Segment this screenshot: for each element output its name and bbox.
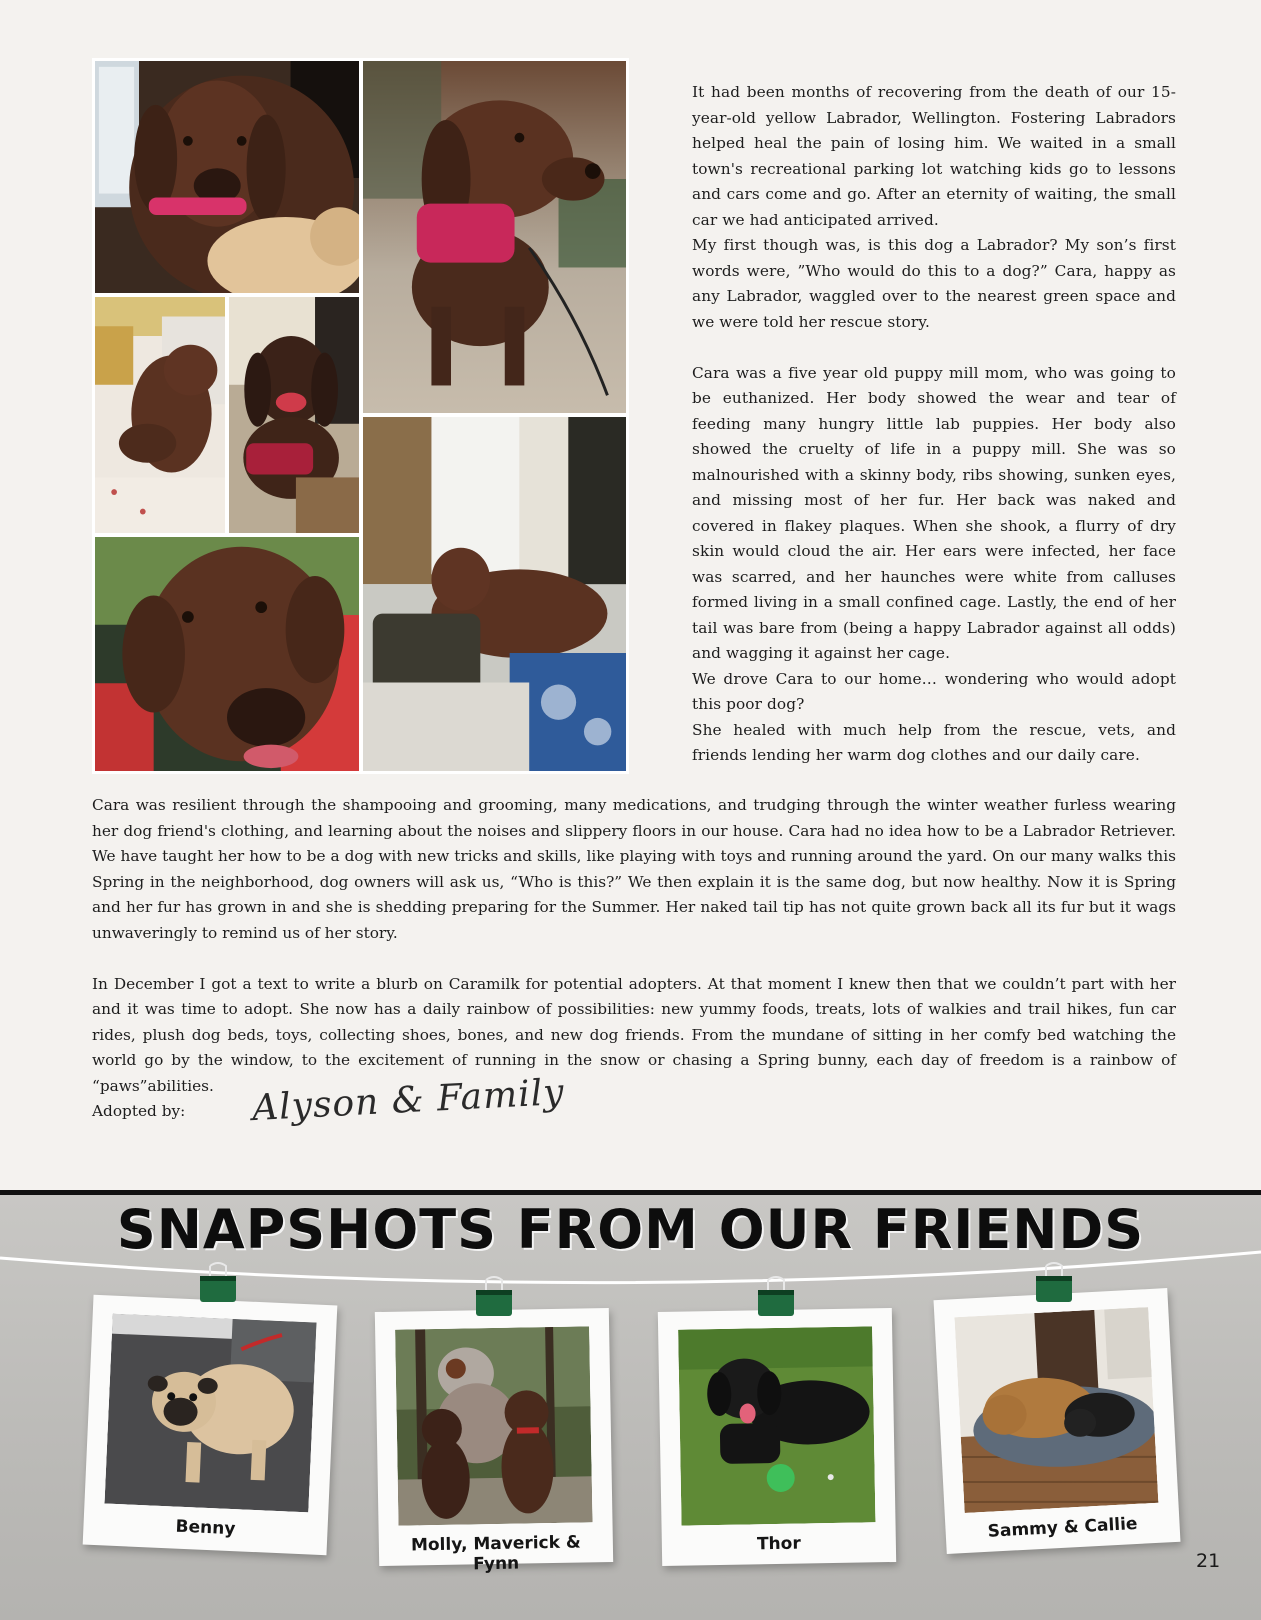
polaroid-sammy-callie (934, 1288, 1181, 1554)
collage-photo-bed (92, 294, 228, 536)
story-paragraph: My first though was, is this dog a Labrador? My son’s first words were, ”Who would do this to a dog?” Cara, happy as any Labrador, waggled over to the nearest green space and we were told her rescue story. (692, 236, 1176, 331)
story-paragraph: We drove Cara to our home… wondering who would adopt this poor dog? (692, 669, 1176, 713)
story-paragraph: She healed with much help from the rescue, vets, and friends lending her warm dog clothes and our daily care. (692, 720, 1176, 764)
polaroid-photo (395, 1326, 592, 1525)
polaroid-caption: Molly, Maverick & Fynn (410, 1532, 581, 1575)
polaroid-molly-maverick-fynn (375, 1308, 613, 1575)
story-paragraph: It had been months of recovering from the death of our 15-year-old yellow Labrador, Wellington. Fostering Labradors helped heal the pain of losing him. We waited in a small town's recreational parking lot watching kids go to lessons and cars come and go. After an eternity of waiting, the small car we had anticipated arrived. (692, 83, 1176, 229)
collage-photo-harness (226, 294, 362, 536)
snapshots-title: SNAPSHOTS FROM OUR FRIENDS (116, 1198, 1145, 1261)
collage-photo-window (360, 414, 629, 774)
polaroid-caption: Thor (756, 1533, 801, 1555)
polaroid-caption: Sammy & Callie (987, 1513, 1138, 1542)
signature: Alyson & Family (251, 1071, 566, 1130)
polaroid-photo (954, 1307, 1158, 1513)
story-text-full (92, 793, 1176, 1125)
story-paragraph: In December I got a text to write a blurb on Caramilk for potential adopters. At that moment I knew then that we couldn’t part with her and it was time to adopt. She now has a daily rainbow of possibilities: new yummy foods, treats, lots of walkies and trail hikes, fun car rides, plush dog beds, toys, collecting shoes, bones, and new dog friends. From the mundane of sitting in her comfy bed watching the world go by the window, to the excitement of running in the snow or chasing a Spring bunny, each day of freedom is a rainbow of “paws”abilities. (92, 974, 1176, 1095)
polaroid-thor (658, 1308, 896, 1566)
collage-photo-couch (92, 58, 362, 296)
story-text-right (692, 80, 1176, 769)
collage-photo-closeup (92, 534, 362, 774)
binder-clip-icon (196, 1262, 240, 1306)
polaroid-benny (83, 1295, 338, 1555)
binder-clip-icon (1032, 1262, 1076, 1306)
binder-clip-icon (472, 1276, 516, 1320)
polaroid-caption: Benny (175, 1516, 236, 1540)
polaroid-photo (104, 1314, 316, 1513)
page-number: 21 (1196, 1550, 1221, 1572)
story-paragraph: Cara was a five year old puppy mill mom, who was going to be euthanized. Her body showed the wear and tear of feeding many hungry little lab puppies. Her body also showed the cruelty of life in a puppy mill. She was so malnourished with a skinny body, ribs showing, sunken eyes, and missing most of her fur. Her back was naked and covered in flakey plaques. When she shook, a flurry of dry skin would cloud the air. Her ears were infected, her face was scarred, and her haunches were white from calluses formed living in a small confined cage. Lastly, the end of her tail was bare from (being a happy Labrador against all odds) and wagging it against her cage. (692, 363, 1176, 662)
photo-collage (92, 58, 629, 774)
collage-photo-standing (360, 58, 629, 416)
story-paragraph: Cara was resilient through the shampooing and grooming, many medications, and trudging through the winter weather furless wearing her dog friend's clothing, and learning about the noises and slippery floors in our house. Cara had no idea how to be a Labrador Retriever. We have taught her how to be a dog with new tricks and skills, like playing with toys and running around the yard. On our many walks this Spring in the neighborhood, dog owners will ask us, “Who is this?” We then explain it is the same dog, but now healthy. Now it is Spring and her fur has grown in and she is shedding preparing for the Summer. Her naked tail tip has not quite grown back all its fur but it wags unwaveringly to remind us of her story. (92, 796, 1176, 942)
adopted-label: Adopted by: (92, 1102, 186, 1120)
binder-clip-icon (754, 1276, 798, 1320)
polaroid-photo (678, 1326, 875, 1525)
